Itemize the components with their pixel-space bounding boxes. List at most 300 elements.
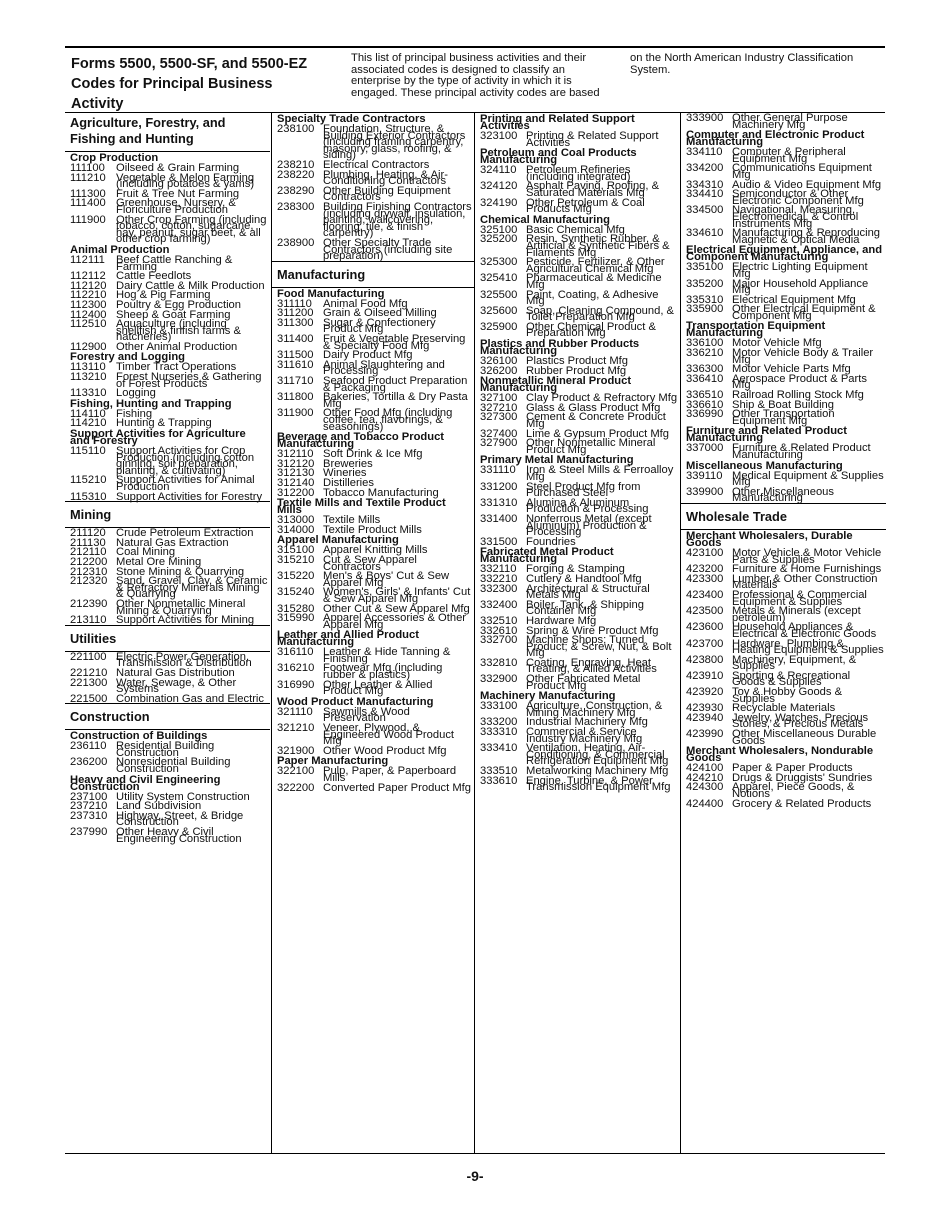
activity-code: 334500 — [686, 204, 724, 217]
activity-description: Hunting & Trapping — [116, 417, 212, 430]
activity-code-row — [272, 525, 474, 535]
activity-code: 312110 — [277, 448, 314, 461]
activity-code: 337000 — [686, 442, 724, 455]
activity-description: Agriculture, Construction, & Mining Machinery Mfg — [526, 700, 663, 719]
activity-description: Major Household Appliance Mfg — [732, 277, 869, 297]
activity-description: Sugar & Confectionery Product Mfg — [323, 316, 436, 336]
subsection-heading: Heavy and Civil Engineering Construction — [70, 773, 221, 793]
activity-code-row — [681, 590, 886, 606]
subsection-heading: Crop Production — [70, 152, 159, 164]
activity-code-row — [681, 409, 886, 425]
activity-code: 311800 — [277, 391, 314, 404]
activity-code: 315220 — [277, 570, 315, 583]
activity-description: Natural Gas Extraction — [116, 536, 229, 549]
activity-code: 423300 — [686, 572, 724, 585]
activity-description: Fishing — [116, 407, 153, 420]
activity-description: Support Activities for Crop Production (including cotton ginning, soil preparation, planting, & cultivating) — [116, 445, 255, 477]
activity-code-row — [65, 615, 270, 625]
subsection-heading: Paper Manufacturing — [277, 755, 389, 768]
subsection-heading: Fishing, Hunting and Trapping — [70, 397, 232, 410]
activity-code: 213110 — [70, 614, 107, 627]
activity-description: Architectural & Structural Metals Mfg — [526, 582, 650, 602]
activity-code-row — [475, 290, 680, 306]
activity-code-row — [272, 647, 474, 663]
activity-code: 312200 — [277, 486, 315, 499]
activity-code: 326100 — [480, 355, 518, 368]
activity-description: Plastics Product Mfg — [526, 355, 628, 368]
subsection-heading: Nonmetallic Mineral Product Manufacturing — [480, 375, 632, 395]
activity-description: Pharmaceutical & Medicine Mfg — [526, 272, 662, 291]
activity-code-row — [475, 273, 680, 289]
activity-code: 311710 — [277, 375, 314, 388]
subsection-heading: Forestry and Logging — [70, 351, 185, 364]
activity-description: Ventilation, Heating, Air-Conditioning, & Commercial Refrigeration Equipment Mfg — [526, 742, 669, 768]
subsection-heading: Food Manufacturing — [277, 287, 385, 300]
activity-description: Navigational, Measuring, Electromedical, & Control Instruments Mfg — [732, 204, 859, 230]
activity-description: Paint, Coating, & Adhesive Mfg — [526, 288, 659, 308]
activity-code: 312140 — [277, 476, 315, 489]
activity-code: 312120 — [277, 457, 315, 470]
activity-code: 315100 — [277, 544, 315, 557]
activity-code: 332210 — [480, 572, 518, 585]
activity-code-row — [681, 574, 886, 590]
activity-description: Coal Mining — [116, 546, 176, 559]
subsection-heading: Specialty Trade Contractors — [277, 113, 426, 125]
activity-code: 332610 — [480, 624, 518, 637]
activity-description: Railroad Rolling Stock Mfg — [732, 389, 864, 402]
activity-code: 333310 — [480, 726, 518, 739]
subsection-heading: Merchant Wholesalers, Durable Goods — [686, 529, 853, 549]
activity-code-row — [65, 342, 270, 352]
activity-code-row — [65, 756, 270, 776]
activity-code: 311200 — [277, 307, 314, 320]
activity-code: 312130 — [277, 467, 315, 480]
activity-code: 321110 — [277, 705, 313, 718]
activity-code: 115210 — [70, 474, 107, 487]
activity-description: Paper & Paper Products — [732, 762, 853, 775]
activity-code: 324190 — [480, 196, 518, 209]
activity-description: Cattle Feedlots — [116, 270, 192, 283]
activity-description: Industrial Machinery Mfg — [526, 716, 648, 729]
activity-description: Glass & Glass Product Mfg — [526, 401, 661, 414]
activity-description: Lumber & Other Construction Materials — [732, 572, 878, 592]
activity-code: 115310 — [70, 490, 107, 503]
activity-code: 335310 — [686, 293, 724, 306]
activity-description: Other Leather & Allied Product Mfg — [323, 678, 433, 698]
activity-code: 335200 — [686, 277, 724, 290]
activity-code-row — [475, 674, 680, 690]
activity-code-row — [272, 408, 474, 431]
activity-code: 238290 — [277, 184, 315, 197]
activity-code: 333200 — [480, 716, 518, 729]
activity-description: Leather & Hide Tanning & Finishing — [323, 646, 451, 665]
activity-code-row — [65, 652, 270, 668]
activity-code: 113110 — [70, 361, 106, 374]
activity-code: 424210 — [686, 771, 724, 784]
activity-code: 221500 — [70, 692, 108, 705]
activity-description: Other Heavy & Civil Engineering Construction — [116, 826, 242, 845]
activity-code: 112111 — [70, 253, 105, 266]
activity-code-row — [475, 727, 680, 743]
activity-description: Forging & Stamping — [526, 563, 625, 576]
activity-description: Lime & Gypsum Product Mfg — [526, 427, 670, 440]
activity-code: 311610 — [277, 358, 314, 371]
activity-code-row — [681, 671, 886, 687]
activity-description: Textile Mills — [323, 514, 381, 527]
activity-code: 221100 — [70, 650, 107, 663]
activity-description: Other Petroleum & Coal Products Mfg — [526, 196, 645, 216]
activity-description: Electrical Equipment Mfg — [732, 293, 856, 306]
activity-code-row — [475, 306, 680, 322]
activity-description: Communications Equipment Mfg — [732, 162, 872, 181]
activity-code: 211120 — [70, 527, 106, 540]
activity-code: 423700 — [686, 637, 724, 650]
activity-code: 332900 — [480, 673, 518, 686]
activity-code-row — [65, 576, 270, 599]
activity-code: 311500 — [277, 349, 314, 362]
activity-description: Other Transportation Equipment Mfg — [732, 408, 835, 427]
activity-code-row — [681, 655, 886, 671]
activity-code: 424400 — [686, 797, 724, 810]
activity-description: Other Miscellaneous Manufacturing — [732, 485, 834, 505]
activity-code-row — [475, 498, 680, 514]
activity-description: Resin, Synthetic Rubber, & Artificial & Synthetic Fibers & Filaments Mfg — [526, 233, 670, 259]
activity-description: Other Crop Farming (including tobacco, cotton, sugarcane, hay, peanut, sugar beet, & all other crop farming) — [116, 213, 267, 246]
activity-description: Sawmills & Wood Preservation — [323, 705, 410, 725]
activity-code: 316210 — [277, 662, 315, 675]
activity-description: Iron & Steel Mills & Ferroalloy Mfg — [526, 464, 674, 483]
subsection-heading: Wood Product Manufacturing — [277, 695, 434, 708]
activity-description: Oilseed & Grain Farming — [116, 162, 240, 174]
subsection-heading: Plastics and Rubber Products Manufacturing — [480, 338, 640, 358]
activity-code: 423990 — [686, 728, 724, 741]
page-header — [65, 46, 885, 113]
activity-description: Dairy Cattle & Milk Production — [116, 279, 265, 292]
activity-description: Other Fabricated Metal Product Mfg — [526, 673, 641, 692]
activity-code: 336410 — [686, 372, 724, 385]
activity-description: Pulp, Paper, & Paperboard Mills — [323, 765, 457, 784]
activity-description: Metals & Minerals (except petroleum) — [732, 605, 861, 624]
activity-description: Hardware, Plumbing & Heating Equipment & Supplies — [732, 637, 884, 657]
activity-description: Steel Product Mfg from Purchased Steel — [526, 480, 641, 500]
activity-code-row — [65, 475, 270, 491]
activity-code-row — [65, 492, 270, 502]
activity-code-row — [475, 366, 680, 376]
activity-code: 332810 — [480, 656, 518, 669]
activity-description: Jewelry, Watches, Precious Stones, & Precious Metals — [732, 711, 869, 731]
activity-description: Support Activities for Forestry — [116, 490, 263, 503]
activity-code-row — [475, 635, 680, 658]
activity-code: 323100 — [480, 130, 518, 142]
activity-code-row — [272, 488, 474, 498]
activity-description: Dairy Product Mfg — [323, 349, 413, 362]
activity-code: 336300 — [686, 363, 724, 376]
activity-description: Sand, Gravel, Clay, & Ceramic & Refractory Minerals Mining & Quarrying — [116, 575, 268, 601]
subsection-heading: Fabricated Metal Product Manufacturing — [480, 546, 614, 566]
activity-description: Coating, Engraving, Heat Treating, & Allied Activities — [526, 656, 657, 676]
activity-code: 335100 — [686, 261, 724, 274]
activity-code: 423800 — [686, 653, 724, 666]
activity-description: Metalworking Machinery Mfg — [526, 765, 669, 777]
activity-code: 212310 — [70, 565, 108, 578]
activity-code: 311110 — [277, 297, 312, 310]
activity-code-row — [475, 181, 680, 197]
activity-code-row — [272, 170, 474, 186]
activity-code: 332700 — [480, 634, 518, 647]
activity-description: Household Appliances & Electrical & Electronic Goods — [732, 621, 877, 640]
activity-code: 327400 — [480, 427, 518, 440]
activity-code-row — [272, 392, 474, 408]
activity-code: 115110 — [70, 445, 106, 458]
subsection-heading: Beverage and Tobacco Product Manufacturing — [277, 431, 445, 451]
activity-code: 326200 — [480, 364, 518, 377]
activity-code: 237310 — [70, 809, 108, 822]
activity-description: Seafood Product Preparation & Packaging — [323, 375, 468, 394]
activity-code-row — [475, 257, 680, 273]
activity-code: 114210 — [70, 417, 107, 430]
activity-description: Men's & Boys' Cut & Sew Apparel Mfg — [323, 570, 450, 589]
activity-code: 334200 — [686, 162, 724, 175]
activity-code-row — [681, 687, 886, 703]
section-heading: Mining — [65, 501, 270, 528]
activity-description: Women's, Girls' & Infants' Cut & Sew Apparel Mfg — [323, 586, 471, 605]
activity-code-row — [681, 548, 886, 564]
activity-code-row — [65, 811, 270, 827]
activity-description: Other Nonmetallic Mineral Product Mfg — [526, 437, 656, 456]
activity-description: Other Specialty Trade Contractors (including site preparation) — [323, 236, 453, 263]
activity-code: 311300 — [277, 316, 314, 329]
section-heading: Wholesale Trade — [681, 503, 886, 530]
activity-code: 211130 — [70, 536, 106, 549]
activity-description: Poultry & Egg Production — [116, 298, 241, 311]
column-1 — [65, 113, 270, 1153]
activity-code: 311400 — [277, 333, 314, 346]
activity-code-row — [272, 571, 474, 587]
activity-description: Sheep & Goat Farming — [116, 308, 231, 321]
activity-description: Fruit & Vegetable Preserving & Specialty Food Mfg — [323, 333, 466, 352]
activity-code-row — [65, 215, 270, 244]
activity-description: Foundries — [526, 535, 576, 548]
activity-description: Basic Chemical Mfg — [526, 223, 625, 236]
activity-description: Support Activities for Mining — [116, 614, 255, 627]
activity-code: 111300 — [70, 187, 106, 200]
activity-description: Motor Vehicle & Motor Vehicle Parts & Supplies — [732, 546, 882, 566]
activity-code: 111210 — [70, 171, 106, 184]
activity-code: 237990 — [70, 826, 108, 839]
activity-description: Cutlery & Handtool Mfg — [526, 572, 642, 585]
activity-code-row — [681, 205, 886, 228]
subsection-heading: Computer and Electronic Product Manufacturing — [686, 129, 865, 149]
subsection-heading: Electrical Equipment, Appliance, and Component Manufacturing — [686, 244, 883, 264]
activity-code-row — [681, 471, 886, 487]
activity-description: Wineries — [323, 467, 367, 480]
activity-code-row — [65, 388, 270, 398]
activity-code: 238210 — [277, 158, 315, 171]
activity-description: Professional & Commercial Equipment & Supplies — [732, 588, 867, 608]
activity-description: Textile Product Mills — [323, 523, 422, 536]
activity-code-row — [681, 639, 886, 655]
activity-code: 237210 — [70, 800, 108, 813]
activity-code: 339110 — [686, 469, 723, 482]
activity-code: 333100 — [480, 700, 518, 713]
activity-description: Other Chemical Product & Preparation Mfg — [526, 320, 656, 340]
activity-code: 111100 — [70, 162, 105, 174]
activity-code-row — [272, 662, 474, 682]
activity-description: Nonferrous Metal (except Aluminum) Production & Processing — [526, 512, 652, 539]
activity-code: 423400 — [686, 588, 724, 601]
column-4 — [680, 113, 886, 1153]
activity-code: 336610 — [686, 398, 724, 411]
activity-description: Combination Gas and Electric — [116, 692, 264, 705]
activity-code: 236200 — [70, 756, 108, 769]
activity-code: 325500 — [480, 288, 518, 301]
activity-code: 423920 — [686, 686, 724, 699]
activity-description: Boiler, Tank, & Shipping Container Mfg — [526, 598, 644, 618]
activity-description: Forest Nurseries & Gathering of Forest Products — [116, 371, 262, 390]
activity-code-row — [272, 186, 474, 202]
activity-description: Petroleum Refineries (including integrated) — [526, 164, 631, 183]
activity-description: Land Subdivision — [116, 800, 202, 813]
activity-description: Other Nonmetallic Mineral Mining & Quarrying — [116, 597, 246, 617]
activity-code: 334610 — [686, 227, 724, 240]
activity-description: Soap, Cleaning Compound, & Toilet Preparation Mfg — [526, 304, 675, 324]
activity-code: 423500 — [686, 605, 724, 618]
activity-description: Manufacturing & Reproducing Magnetic & Optical Media — [732, 227, 881, 246]
activity-code: 238900 — [277, 236, 315, 249]
activity-description: Cut & Sew Apparel Contractors — [323, 553, 417, 573]
activity-description: Spring & Wire Product Mfg — [526, 624, 659, 637]
activity-code: 314000 — [277, 523, 315, 536]
activity-code-row — [475, 198, 680, 214]
activity-code-row — [272, 587, 474, 603]
activity-code: 313000 — [277, 514, 315, 527]
activity-code: 221210 — [70, 666, 108, 679]
activity-code-row — [272, 783, 474, 793]
activity-code: 333410 — [480, 742, 518, 755]
activity-code: 424300 — [686, 781, 724, 794]
activity-description: Timber Tract Operations — [116, 361, 237, 374]
activity-code: 423600 — [686, 621, 724, 634]
activity-description: Utility System Construction — [116, 790, 250, 803]
activity-code-row — [272, 360, 474, 376]
activity-code: 212320 — [70, 575, 108, 588]
activity-description: Apparel, Piece Goods, & Notions — [732, 781, 855, 800]
activity-code-row — [272, 680, 474, 696]
activity-code: 212390 — [70, 597, 108, 610]
activity-description: Other Miscellaneous Durable Goods — [732, 728, 877, 747]
activity-code-row — [681, 228, 886, 244]
activity-code-row — [65, 198, 270, 214]
activity-code-row — [272, 124, 474, 160]
activity-description: Furniture & Related Product Manufacturing — [732, 442, 871, 461]
activity-code-row — [475, 600, 680, 616]
subsection-heading: Machinery Manufacturing — [480, 690, 616, 703]
activity-description: Beef Cattle Ranching & Farming — [116, 253, 233, 273]
activity-code: 336510 — [686, 389, 724, 402]
activity-description: Cement & Concrete Product Mfg — [526, 411, 666, 431]
activity-code-row — [65, 694, 270, 704]
activity-code-row — [681, 374, 886, 390]
activity-description: Machine Shops; Turned Product; & Screw, Nut, & Bolt Mfg — [526, 634, 672, 660]
activity-code: 325100 — [480, 223, 518, 236]
activity-code-row — [65, 372, 270, 388]
activity-description: Other Food Mfg (including coffee, tea, flavorings, & seasonings) — [323, 407, 453, 433]
activity-code: 316110 — [277, 646, 314, 659]
activity-description: Aerospace Product & Parts Mfg — [732, 372, 867, 392]
activity-code: 336210 — [686, 347, 724, 360]
subsection-heading: Chemical Manufacturing — [480, 213, 610, 226]
subsection-heading: Textile Mills and Textile Product Mills — [277, 497, 446, 517]
activity-description: Furniture & Home Furnishings — [732, 563, 882, 576]
activity-code-row — [272, 334, 474, 350]
activity-code-row — [681, 147, 886, 163]
activity-code: 333510 — [480, 765, 518, 777]
activity-code: 315240 — [277, 586, 315, 599]
activity-code: 327210 — [480, 401, 518, 414]
activity-code: 327300 — [480, 411, 518, 424]
activity-code-row — [681, 713, 886, 729]
activity-code: 238220 — [277, 168, 315, 181]
subsection-heading: Construction of Buildings — [70, 730, 208, 743]
activity-code: 114110 — [70, 407, 106, 420]
activity-description: Distilleries — [323, 476, 374, 489]
activity-description: Recyclable Materials — [732, 702, 836, 715]
activity-description: Tobacco Manufacturing — [323, 486, 439, 499]
activity-description: Electric Lighting Equipment Mfg — [732, 261, 868, 280]
activity-description: Greenhouse, Nursery, & Floriculture Production — [116, 197, 236, 216]
activity-code: 113310 — [70, 387, 107, 400]
activity-description: Commercial & Service Industry Machinery Mfg — [526, 726, 643, 745]
activity-description: Audio & Video Equipment Mfg — [732, 178, 882, 191]
activity-description: Printing & Related Support Activities — [526, 130, 659, 149]
activity-code-row — [272, 613, 474, 629]
activity-code: 339900 — [686, 485, 724, 498]
activity-description: Crude Petroleum Extraction — [116, 527, 254, 540]
activity-description: Soft Drink & Ice Mfg — [323, 448, 423, 461]
code-table — [65, 113, 885, 1154]
activity-code-row — [65, 319, 270, 342]
activity-description: Grocery & Related Products — [732, 797, 872, 810]
activity-code-row — [681, 443, 886, 459]
activity-description: Motor Vehicle Body & Trailer Mfg — [732, 347, 874, 366]
activity-code: 423930 — [686, 702, 724, 715]
activity-code: 332300 — [480, 582, 518, 595]
activity-description: Hog & Pig Farming — [116, 289, 211, 302]
activity-description: Drugs & Druggists' Sundries — [732, 771, 873, 784]
activity-code-row — [681, 163, 886, 179]
activity-code: 423910 — [686, 669, 724, 682]
activity-description: Breweries — [323, 457, 373, 470]
activity-description: Stone Mining & Quarrying — [116, 565, 245, 578]
activity-code-row — [681, 799, 886, 809]
activity-description: Grain & Oilseed Milling — [323, 307, 437, 320]
section-heading: Manufacturing — [272, 261, 474, 288]
activity-code: 334410 — [686, 188, 724, 201]
activity-code: 212110 — [70, 546, 107, 559]
activity-code: 324120 — [480, 180, 518, 193]
activity-code: 334110 — [686, 146, 723, 159]
activity-description: Motor Vehicle Mfg — [732, 337, 822, 350]
activity-code-row — [272, 746, 474, 756]
activity-code: 423100 — [686, 546, 724, 559]
activity-description: Converted Paper Product Mfg — [323, 781, 471, 794]
activity-code-row — [65, 827, 270, 843]
activity-code: 112210 — [70, 289, 107, 302]
activity-description: Bakeries, Tortilla & Dry Pasta Mfg — [323, 391, 468, 410]
activity-code-row — [272, 202, 474, 238]
activity-code: 322200 — [277, 781, 315, 794]
activity-code: 334310 — [686, 178, 724, 191]
